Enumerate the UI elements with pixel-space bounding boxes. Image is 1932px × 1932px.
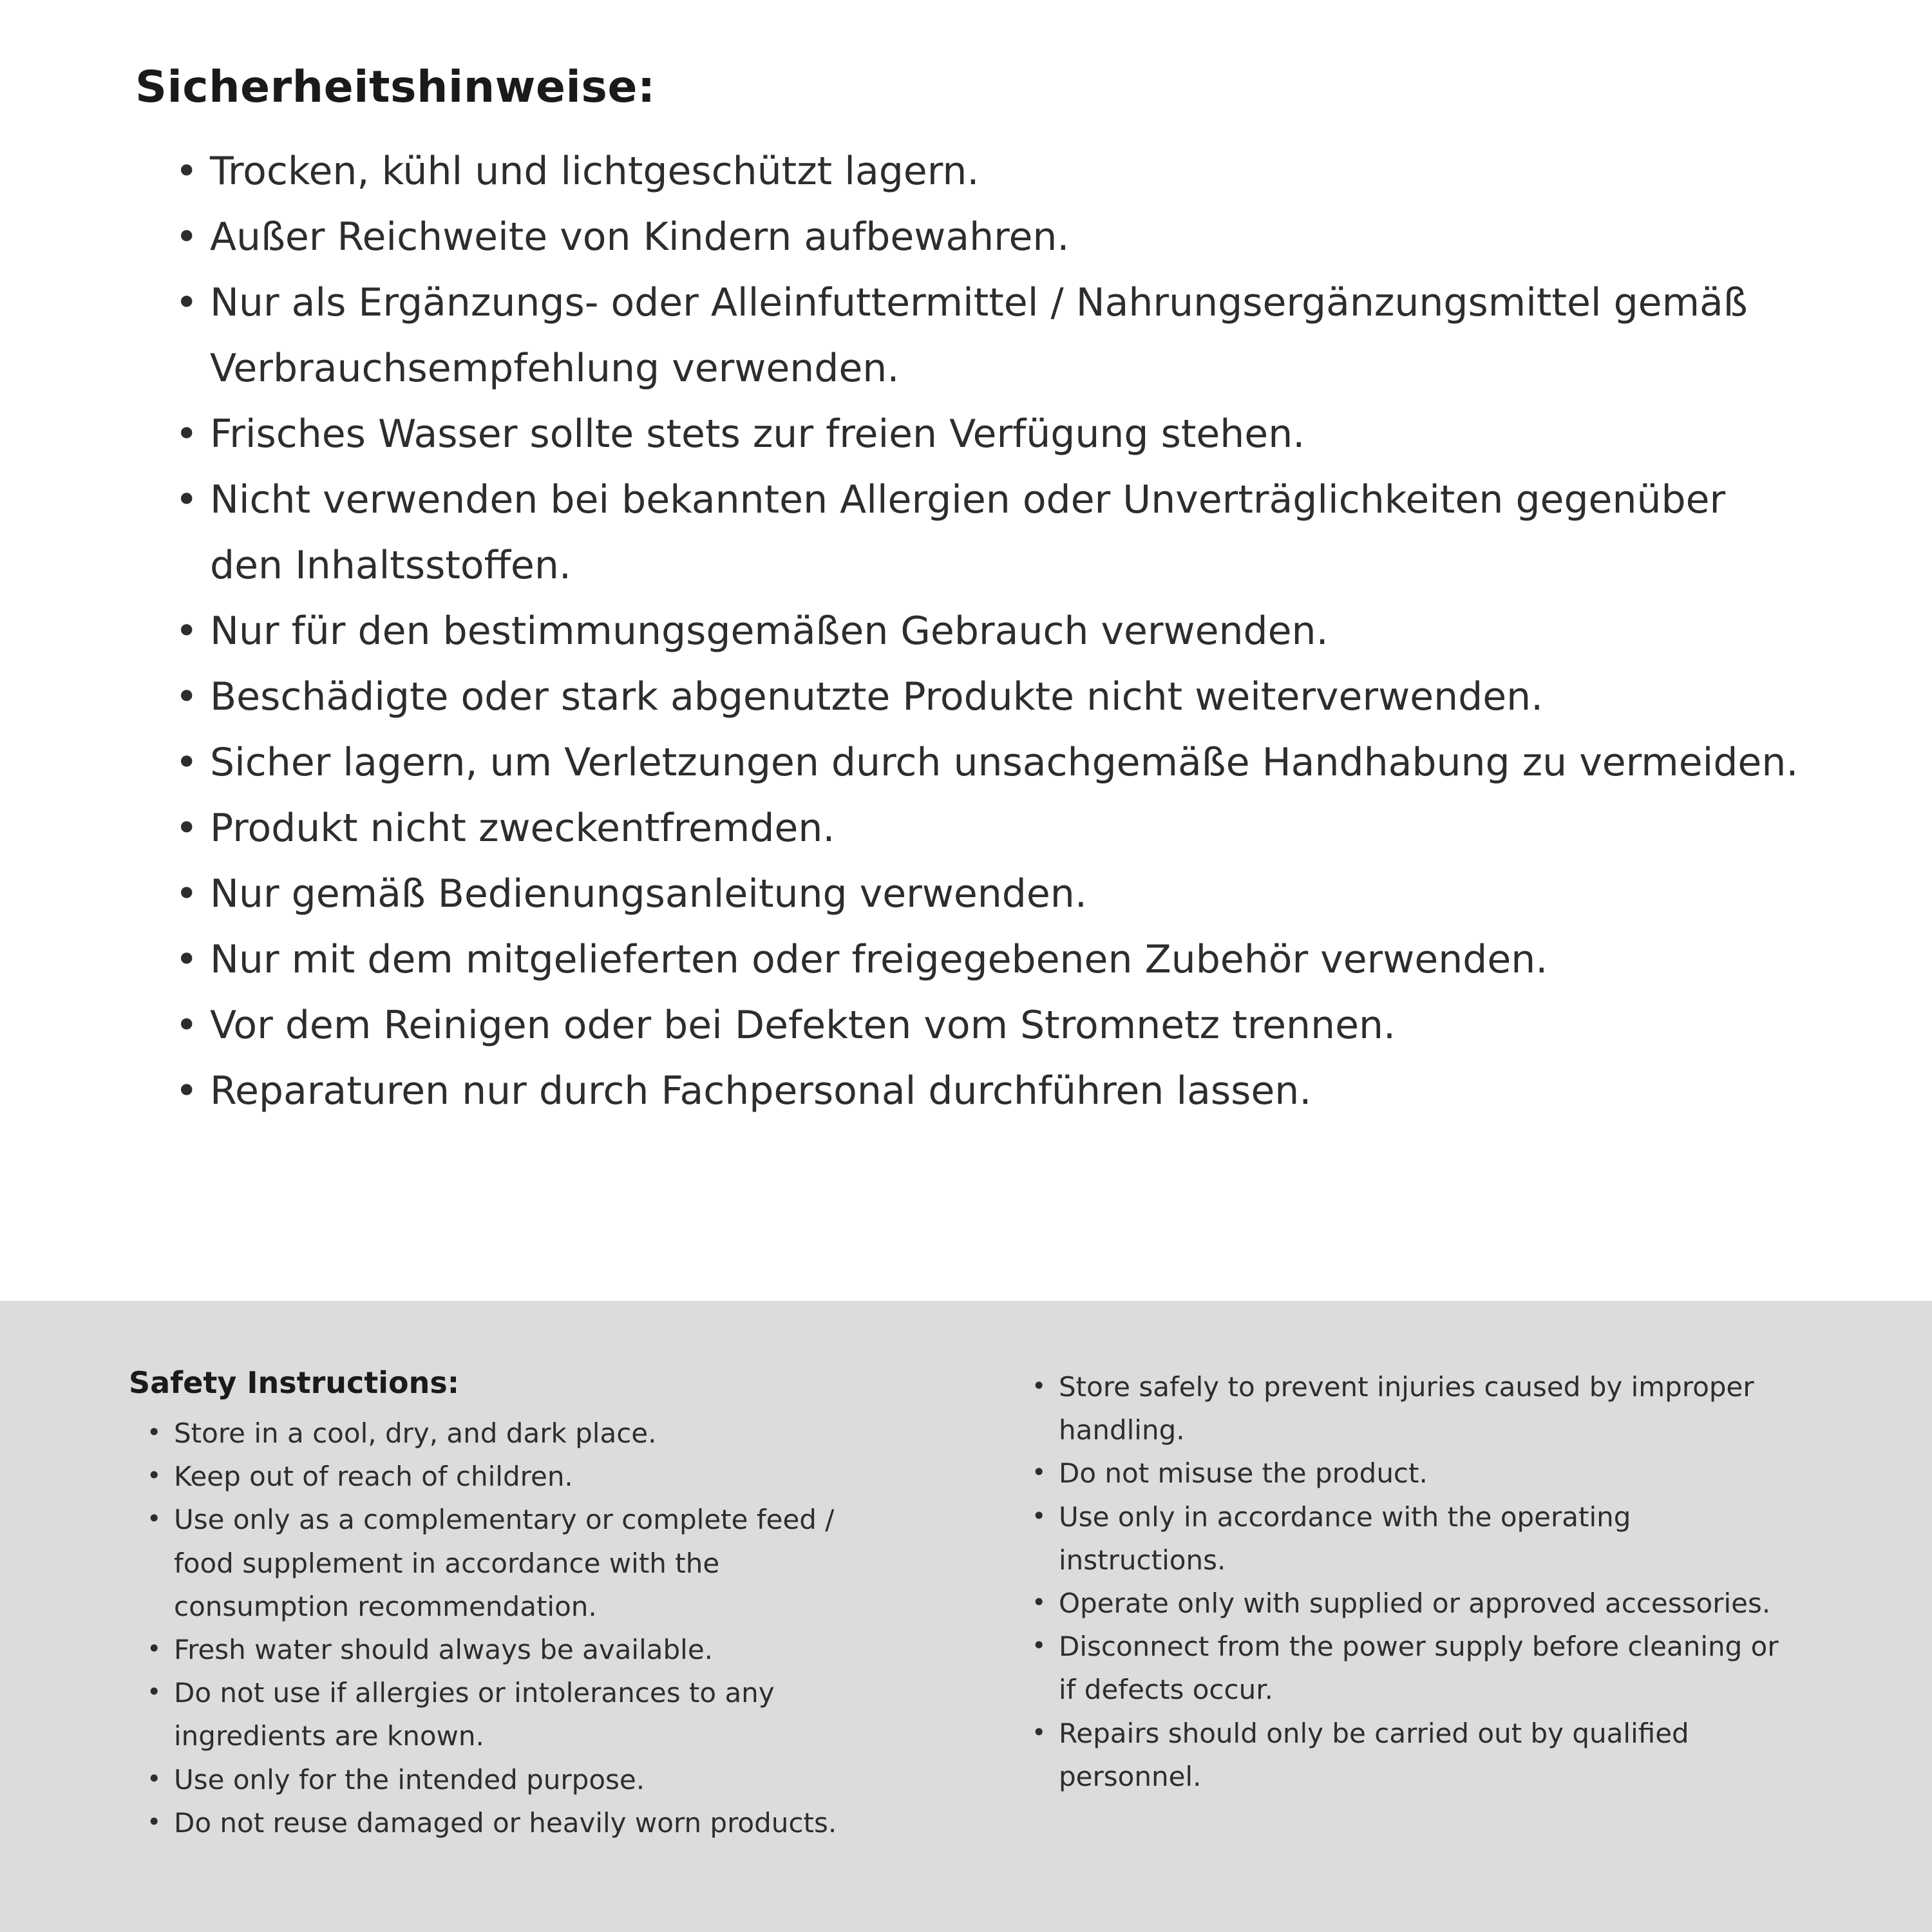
list-item: • Do not reuse damaged or heavily worn products.: [146, 1801, 895, 1844]
list-item: • Nur mit dem mitgelieferten oder freigegebenen Zubehör verwenden.: [175, 927, 1804, 992]
list-item: • Use only for the intended purpose.: [146, 1758, 895, 1801]
list-item: • Do not misuse the product.: [1030, 1452, 1780, 1495]
list-item: • Nur gemäß Bedienungsanleitung verwenden.: [175, 861, 1804, 927]
list-item: • Nur für den bestimmungsgemäßen Gebrauch verwenden.: [175, 598, 1804, 664]
list-item: • Außer Reichweite von Kindern aufbewahren.: [175, 204, 1804, 270]
english-safety-list-left: [129, 1412, 895, 1844]
english-section-title: Safety Instructions:: [129, 1365, 460, 1400]
list-item: • Fresh water should always be available.: [146, 1628, 895, 1671]
english-left-column: [129, 1365, 895, 1844]
list-item: • Reparaturen nur durch Fachpersonal durchführen lassen.: [175, 1058, 1804, 1124]
list-item: • Operate only with supplied or approved accessories.: [1030, 1582, 1780, 1625]
list-item: • Vor dem Reinigen oder bei Defekten vom Stromnetz trennen.: [175, 992, 1804, 1058]
list-item: • Nicht verwenden bei bekannten Allergien oder Unverträglichkeiten gegenüber den Inhaltsstoffen.: [175, 467, 1804, 598]
list-item: • Sicher lagern, um Verletzungen durch unsachgemäße Handhabung zu vermeiden.: [175, 730, 1804, 795]
list-item: • Nur als Ergänzungs- oder Alleinfuttermittel / Nahrungsergänzungsmittel gemäß Verbrauchsempfehlung verwenden.: [175, 270, 1804, 401]
german-safety-list: [135, 138, 1804, 1124]
list-item: • Produkt nicht zweckentfremden.: [175, 795, 1804, 861]
english-safety-list-right: [1030, 1365, 1784, 1798]
list-item: • Use only in accordance with the operating instructions.: [1030, 1495, 1780, 1582]
list-item: • Trocken, kühl und lichtgeschützt lagern.: [175, 138, 1804, 204]
list-item: • Keep out of reach of children.: [146, 1455, 895, 1498]
list-item: • Beschädigte oder stark abgenutzte Produkte nicht weiterverwenden.: [175, 664, 1804, 730]
list-item: • Frisches Wasser sollte stets zur freien Verfügung stehen.: [175, 401, 1804, 467]
list-item: • Disconnect from the power supply before cleaning or if defects occur.: [1030, 1625, 1780, 1711]
list-item: • Do not use if allergies or intolerances to any ingredients are known.: [146, 1671, 895, 1757]
list-item: • Store safely to prevent injuries caused by improper handling.: [1030, 1365, 1780, 1452]
english-safety-section: [0, 1301, 1932, 1932]
german-section-title: Sicherheitshinweise:: [135, 62, 656, 113]
list-item: • Use only as a complementary or complete feed / food supplement in accordance with the consumption recommendation.: [146, 1498, 895, 1628]
list-item: • Store in a cool, dry, and dark place.: [146, 1412, 895, 1455]
english-right-column: [1030, 1365, 1784, 1798]
list-item: • Repairs should only be carried out by qualified personnel.: [1030, 1712, 1780, 1798]
